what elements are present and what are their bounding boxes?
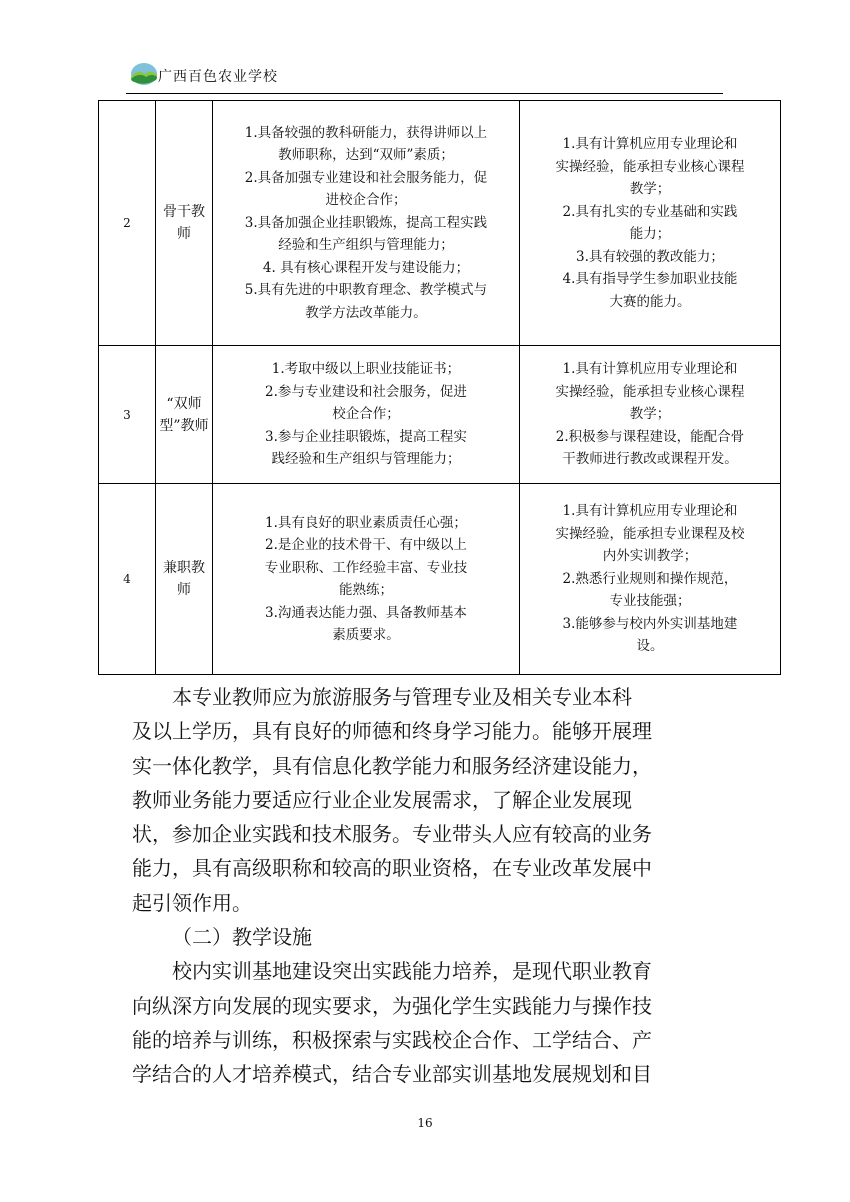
school-logo-icon	[130, 62, 158, 86]
requirement-line: 进校企合作；	[325, 192, 407, 209]
teacher-type-line: 骨干教	[163, 204, 205, 220]
teacher-type-line: 师	[177, 582, 191, 598]
requirement-line: 4. 具有核心课程开发与建设能力；	[262, 259, 470, 276]
ability-line: 教学；	[629, 181, 671, 197]
requirement-line: 教学方法改革能力。	[305, 304, 427, 321]
ability-line: 2.具有扎实的专业基础和实践	[562, 203, 738, 220]
school-name: 广西百色农业学校	[158, 69, 278, 85]
ability-line: 4.具有指导学生参加职业技能	[562, 271, 738, 287]
requirements-cell	[213, 346, 520, 484]
ability-line: 2.积极参与课程建设，能配合骨	[555, 428, 745, 445]
ability-line: 实操经验，能承担专业核心课程	[555, 383, 745, 400]
ability-line: 1.具有计算机应用专业理论和	[562, 136, 738, 152]
abilities-cell	[520, 101, 781, 346]
paragraph-line: 实一体化教学，具有信息化教学能力和服务经济建设能力，	[132, 753, 652, 778]
table-row	[99, 346, 781, 484]
requirements-cell	[213, 101, 520, 346]
section-subheading: （二）教学设施	[172, 925, 312, 950]
row-number-cell: 4	[99, 484, 156, 675]
paragraph-line: 状，参加企业实践和技术服务。专业带头人应有较高的业务	[132, 822, 652, 847]
requirements-cell	[213, 484, 520, 675]
ability-line: 1.具有计算机应用专业理论和	[562, 361, 738, 378]
paragraph-line: 向纵深方向发展的现实要求，为强化学生实践能力与操作技	[132, 993, 652, 1018]
paragraph-line: 学结合的人才培养模式，结合专业部实训基地发展规划和目	[132, 1062, 652, 1087]
paragraph-line: 本专业教师应为旅游服务与管理专业及相关专业本科	[172, 685, 632, 709]
row-number-cell: 2	[99, 101, 156, 346]
paragraph-teaching-facilities	[132, 954, 732, 988]
ability-line: 干教师进行教改或课程开发。	[562, 451, 738, 468]
table-row	[99, 484, 781, 675]
paragraph-continuation	[132, 989, 732, 1092]
teacher-type-line: 兼职教	[163, 560, 205, 576]
paragraph-line: 能的培养与训练，积极探索与实践校企合作、工学结合、产	[132, 1027, 652, 1052]
paragraph-teacher-qualifications	[132, 680, 732, 714]
requirement-line: 践经验和生产组织与管理能力；	[271, 451, 461, 468]
requirement-line: 2.是企业的技术骨干、有中级以上	[265, 537, 467, 553]
ability-line: 专业技能强；	[609, 593, 691, 610]
ability-line: 设。	[636, 638, 664, 655]
ability-line: 1.具有计算机应用专业理论和	[562, 503, 738, 520]
paragraph-line: 能力，具有高级职称和较高的职业资格，在专业改革发展中	[132, 856, 652, 881]
ability-line: 实操经验，能承担专业核心课程	[555, 158, 745, 175]
abilities-cell	[520, 484, 781, 675]
teacher-type-line: “双师	[166, 395, 202, 412]
teacher-type-cell	[156, 484, 213, 675]
teacher-type-cell	[156, 101, 213, 346]
requirement-line: 3.具备加强企业挂职锻炼，提高工程实践	[244, 214, 488, 231]
teacher-type-line: 型”教师	[159, 417, 209, 434]
requirement-line: 教师职称，达到“双师”素质；	[278, 147, 454, 164]
requirement-line: 专业职称、工作经验丰富、专业技	[264, 559, 468, 576]
requirement-line: 3.沟通表达能力强、具备教师基本	[265, 604, 467, 621]
row-number-cell: 3	[99, 346, 156, 484]
requirement-line: 1.具有良好的职业素质责任心强；	[265, 514, 467, 531]
paragraph-line: 起引领作用。	[132, 890, 252, 915]
requirement-line: 5.具有先进的中职教育理念、教学模式与	[244, 282, 488, 299]
requirement-line: 2.参与专业建设和社会服务，促进	[265, 383, 467, 400]
ability-line: 内外实训教学；	[602, 548, 698, 565]
requirement-line: 1.考取中级以上职业技能证书；	[271, 361, 461, 378]
table-row	[99, 101, 781, 346]
requirement-line: 校企合作；	[332, 406, 400, 423]
teacher-type-cell	[156, 346, 213, 484]
teacher-requirements-table	[98, 100, 781, 675]
requirement-line: 1.具备较强的教科研能力，获得讲师以上	[244, 124, 488, 141]
page-number: 16	[417, 1116, 433, 1130]
ability-line: 3.具有较强的教改能力；	[576, 248, 724, 265]
paragraph-line: 及以上学历，具有良好的师德和终身学习能力。能够开展理	[132, 719, 652, 744]
ability-line: 2.熟悉行业规则和操作规范，	[562, 570, 738, 587]
requirement-line: 经验和生产组织与管理能力；	[278, 237, 454, 254]
ability-line: 大赛的能力。	[609, 293, 691, 310]
page-header	[126, 60, 722, 94]
abilities-cell	[520, 346, 781, 484]
ability-line: 能力；	[629, 226, 671, 242]
paragraph-line: 教师业务能力要适应行业企业发展需求，了解企业发展现	[132, 787, 632, 812]
teacher-type-line: 师	[177, 226, 191, 242]
document-body	[132, 680, 732, 1092]
ability-line: 3.能够参与校内外实训基地建	[562, 615, 738, 632]
requirement-line: 3.参与企业挂职锻炼，提高工程实	[265, 428, 467, 445]
paragraph-line: 校内实训基地建设突出实践能力培养，是现代职业教育	[172, 959, 652, 984]
header-divider	[126, 93, 723, 94]
requirement-line: 素质要求。	[332, 627, 400, 643]
ability-line: 教学；	[629, 406, 671, 423]
paragraph-continuation	[132, 714, 732, 920]
requirement-line: 2.具备加强专业建设和社会服务能力，促	[244, 169, 488, 186]
ability-line: 实操经验，能承担专业课程及校	[555, 525, 745, 542]
requirement-line: 能熟练；	[339, 582, 393, 598]
